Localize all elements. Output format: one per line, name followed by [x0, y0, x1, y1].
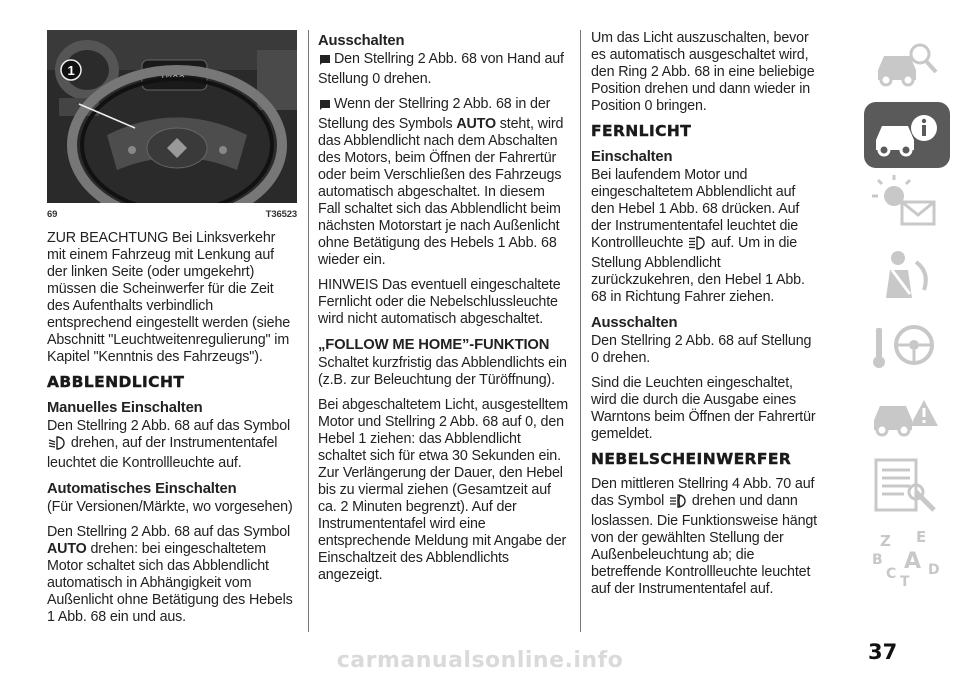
hinweis-paragraph: HINWEIS Das eventuell eingeschaltete Fernlicht oder die Nebelschlussleuchte wird nicht automatisch abgeschaltet.	[318, 277, 561, 327]
chapter-tab-lights-messages[interactable]	[864, 172, 950, 238]
heading-follow-me-home: „FOLLOW ME HOME”-FUNKTION	[318, 337, 550, 353]
chapter-tab-index[interactable]	[864, 522, 950, 588]
index-letter: E	[916, 528, 927, 546]
follow-paragraph-2: Bei abgeschaltetem Licht, ausgestelltem Motor und Stellring 2 Abb. 68 auf 0, den Hebel 1 ziehen: das Abblendlicht schaltet sich für etwa 30 Sekunden ein. Zur Verlängerung der Dauer, den Hebel bis zu viermal ziehen (Gesamtzeit auf ca. 2 Minuten begrenzt). Auf der Instrumententafel wird eine entsprechende Meldung mit Angabe der Einschaltzeit des Abblendlichts angezeigt.	[318, 397, 569, 583]
low-beam-icon	[48, 436, 66, 455]
chapter-tab-safety[interactable]	[864, 242, 950, 308]
aus-item-2	[318, 96, 570, 269]
heading-manual: Manuelles Einschalten	[47, 400, 203, 416]
manual-text-a: Den Stellring 2 Abb. 68 auf das Symbol	[47, 418, 291, 434]
heading-einschalten: Einschalten	[591, 149, 673, 165]
car-info-icon	[864, 102, 950, 168]
heading-ausschalten: Ausschalten	[318, 33, 405, 49]
heading-abblendlicht: ABBLENDLICHT	[47, 373, 185, 391]
fog-light-icon	[669, 494, 687, 513]
heading-nebelscheinwerfer: NEBELSCHEINWERFER	[591, 450, 792, 468]
einschalten-paragraph	[591, 167, 821, 306]
aus-text-2a: Wenn der Stellring 2 Abb. 68 in der Stellung des Symbols	[318, 96, 551, 132]
nebel-paragraph	[591, 476, 821, 598]
follow-paragraph-1: Schaltet kurzfristig das Abblendlichts ein (z.B. zur Beleuchtung der Türöffnung).	[318, 355, 567, 388]
index-letter: Z	[880, 532, 891, 550]
column-3	[591, 30, 821, 606]
high-beam-icon	[688, 236, 706, 255]
watermark: carmanualsonline.info	[336, 648, 624, 673]
svg-text:1088: 1088	[159, 70, 185, 83]
bullet-square-icon	[319, 99, 333, 116]
chapter-tab-starting-driving[interactable]	[864, 312, 950, 378]
column-divider-1	[308, 30, 309, 632]
dashboard-steering-wheel-photo	[47, 30, 297, 203]
manual-text-b: drehen, auf der Instrumententafel leuchtet die Kontrollleuchte auf.	[47, 435, 278, 471]
index-letter: T	[900, 574, 910, 588]
heading-ausschalten-2: Ausschalten	[591, 315, 678, 331]
figure-code: T36523	[265, 209, 297, 220]
aus-text-2b: steht, wird das Abblendlicht nach dem Abschalten des Motors, beim Öffnen der Fahrertür oder beim Verschließen des Fahrzeugs automatisch abgeschaltet. In diesem Fall schaltet sich das Abblendlicht beim nächsten Motorstart je nach Außenlicht ohne Betätigung des Hebels 1 Abb. 68 wieder ein.	[318, 116, 564, 268]
ein-text-b: auf. Um in die Stellung Abblendlicht zurückzukehren, den Hebel 1 Abb. 68 in Richtung Fahrer ziehen.	[591, 235, 805, 305]
aus-paragraph-2: Sind die Leuchten eingeschaltet, wird die durch die Ausgabe eines Warntons beim Öffnen der Fahrertür gemeldet.	[591, 375, 816, 442]
manual-paragraph	[47, 418, 297, 472]
aus-paragraph-1: Den Stellring 2 Abb. 68 auf Stellung 0 drehen.	[591, 333, 812, 366]
index-letter: B	[872, 552, 883, 568]
auto-keyword: AUTO	[47, 541, 87, 557]
auto-text-b: drehen: bei eingeschaltetem Motor schaltet sich das Abblendlicht automatisch in Abhängigkeit vom Außenlicht ohne Betätigung des Hebels 1 Abb. 68 ein und aus.	[47, 541, 293, 625]
car-warning-icon	[864, 382, 950, 448]
nebel-text-a: Den mittleren Stellring 4 Abb. 70 auf das Symbol	[591, 476, 815, 509]
warning-light-envelope-icon	[864, 172, 950, 238]
auto-paragraph	[47, 524, 297, 626]
auto-note: (Für Versionen/Märkte, wo vorgesehen)	[47, 499, 293, 515]
chapter-tab-maintenance[interactable]	[864, 452, 950, 518]
chapter-tab-emergency[interactable]	[864, 382, 950, 448]
auto-text-a: Den Stellring 2 Abb. 68 auf das Symbol	[47, 524, 291, 540]
alphabet-index-icon	[864, 522, 950, 588]
key-steering-wheel-icon	[864, 312, 950, 378]
figure-caption	[47, 206, 297, 223]
page-number: 37	[868, 640, 898, 664]
intro-paragraph: Um das Licht auszuschalten, bevor es automatisch ausgeschaltet wird, den Ring 2 Abb. 68 in eine beliebige Position drehen und dann wieder in Position 0 bringen.	[591, 30, 815, 114]
aus-text-1: Den Stellring 2 Abb. 68 von Hand auf Stellung 0 drehen.	[318, 51, 564, 87]
ein-text-a: Bei laufendem Motor und eingeschaltetem Abblendlicht auf den Hebel 1 Abb. 68 drücken. Auf der Instrumententafel leuchtet die Kontrollleuchte	[591, 167, 800, 251]
aus-item-1	[318, 51, 570, 88]
seatbelt-person-icon	[864, 242, 950, 308]
column-1	[47, 30, 297, 634]
figure-number: 69	[47, 209, 58, 220]
index-letter: C	[886, 566, 897, 582]
chapter-tab-dashboard-info[interactable]	[864, 102, 950, 168]
notice-paragraph: ZUR BEACHTUNG Bei Linksverkehr mit einem Fahrzeug mit Lenkung auf der linken Seite (oder umgekehrt) müssen die Scheinwerfer für die Zeit des Aufenthalts verbindlich entsprechend eingestellt werden (siehe Abschnitt "Leuchtweitenregulierung" im Kapitel "Kenntnis des Fahrzeugs").	[47, 230, 291, 365]
bullet-square-icon	[319, 54, 333, 71]
heading-fernlicht: FERNLICHT	[591, 122, 692, 140]
car-search-icon	[864, 30, 950, 96]
column-2	[318, 32, 570, 592]
auto-keyword: AUTO	[456, 116, 496, 132]
index-letter: D	[928, 562, 940, 578]
index-letter: A	[904, 549, 922, 574]
nebel-text-b: drehen und dann loslassen. Die Funktionsweise hängt von der gewählten Stellung der Außenbeleuchtung ab; die betreffende Kontrollleuchte leuchtet auf der Instrumententafel auf.	[591, 493, 818, 597]
heading-auto: Automatisches Einschalten	[47, 481, 237, 497]
checklist-wrench-icon	[864, 452, 950, 518]
column-divider-2	[580, 30, 581, 632]
chapter-tab-vehicle-knowledge[interactable]	[864, 30, 950, 96]
figure-callout: 1	[67, 63, 75, 78]
